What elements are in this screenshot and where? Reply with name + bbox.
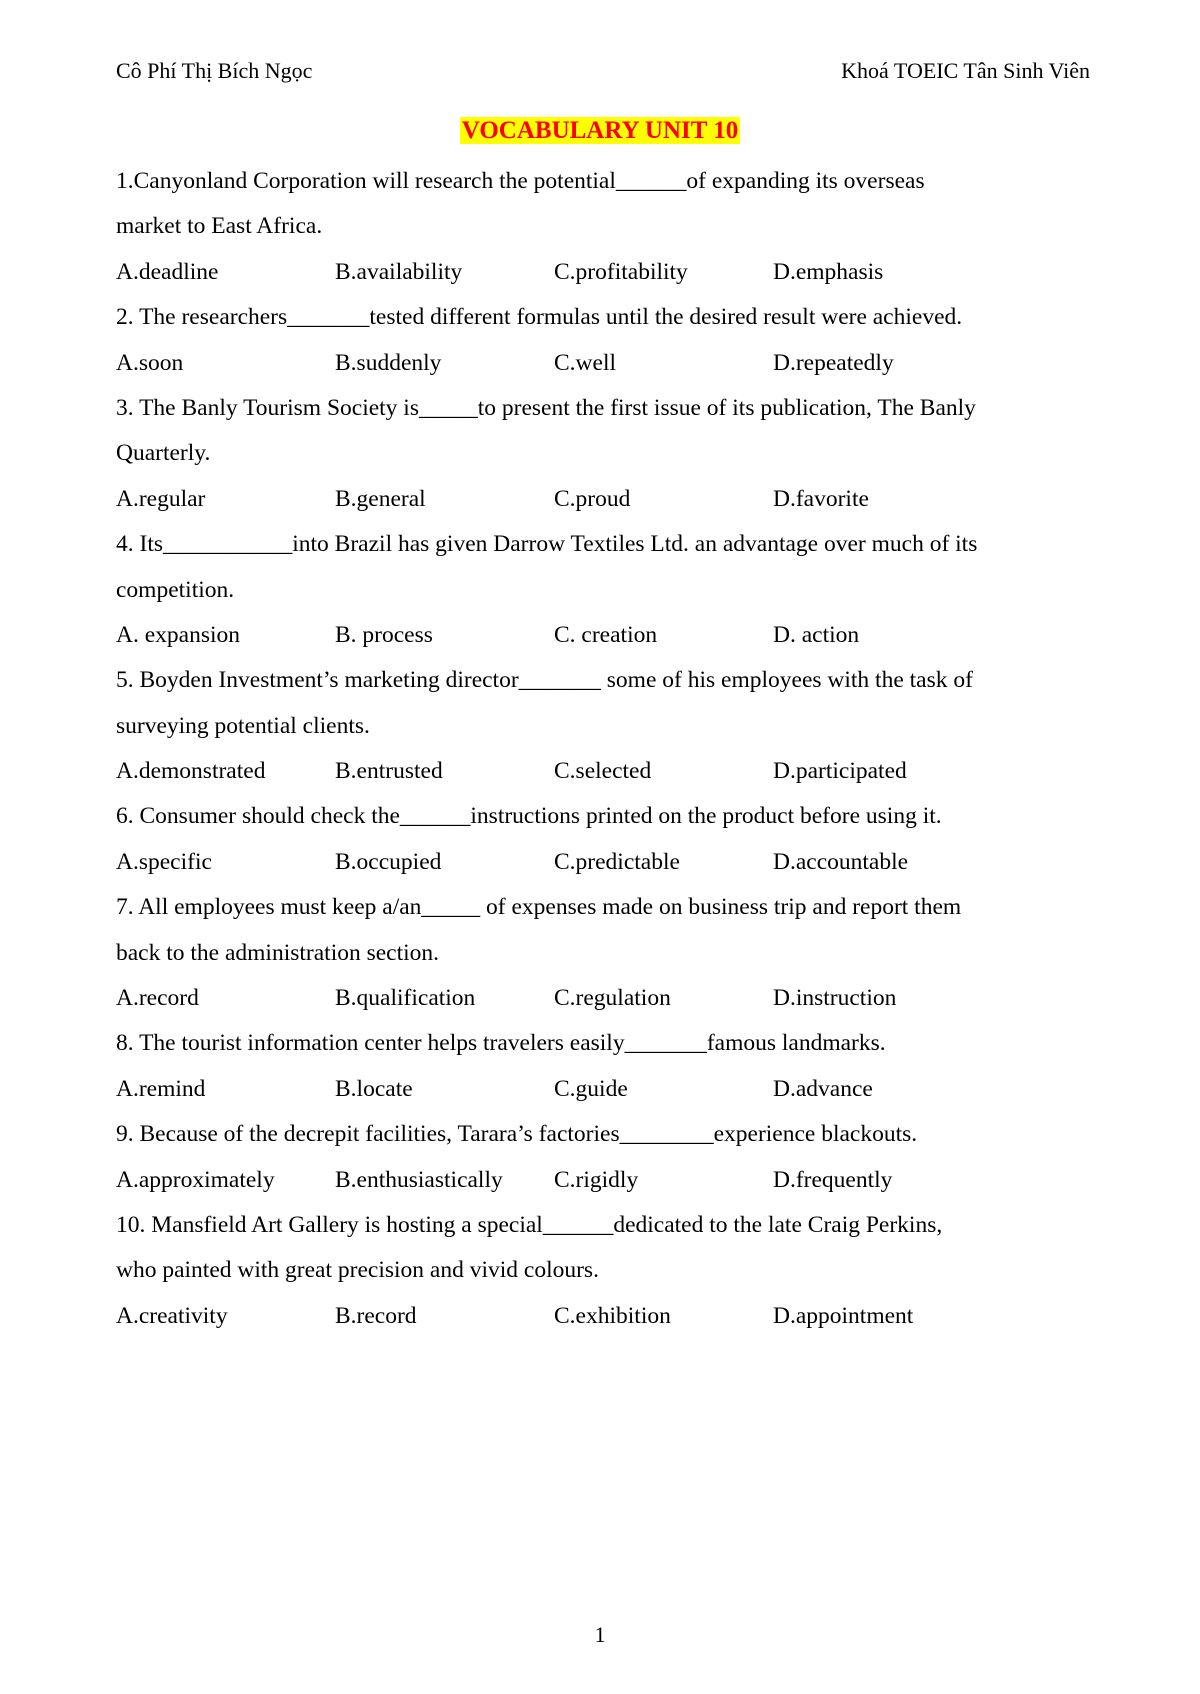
- answer-option: C.guide: [554, 1075, 628, 1102]
- question-text-line: market to East Africa.: [116, 213, 323, 240]
- question-text-line: 7. All employees must keep a/an_____ of expenses made on business trip and report them: [116, 894, 962, 921]
- answer-option: D. action: [773, 621, 860, 648]
- answer-options: [116, 617, 1088, 662]
- header-teacher-name: Cô Phí Thị Bích Ngọc: [116, 58, 313, 83]
- answer-option: C.predictable: [554, 848, 680, 875]
- question-item: [116, 889, 1088, 1025]
- question-item: [116, 163, 1088, 299]
- answer-option: B.occupied: [335, 848, 442, 875]
- answer-options: [116, 1162, 1088, 1207]
- answer-options: [116, 1071, 1088, 1116]
- answer-option: D.frequently: [773, 1166, 893, 1193]
- question-text-line: 8. The tourist information center helps travelers easily_______famous landmarks.: [116, 1030, 886, 1057]
- answer-option: C.proud: [554, 485, 631, 512]
- answer-option: C.selected: [554, 758, 652, 785]
- question-item: [116, 390, 1088, 526]
- answer-options: [116, 844, 1088, 889]
- question-item: [116, 526, 1088, 662]
- question-text-line: back to the administration section.: [116, 939, 440, 966]
- answer-option: B.enthusiastically: [335, 1166, 503, 1193]
- answer-option: D.repeatedly: [773, 349, 894, 376]
- answer-option: A.record: [116, 985, 199, 1012]
- answer-option: B.entrusted: [335, 758, 443, 785]
- question-item: [116, 1116, 1088, 1207]
- answer-option: D.favorite: [773, 485, 869, 512]
- answer-options: [116, 753, 1088, 798]
- answer-option: D.appointment: [773, 1302, 914, 1329]
- answer-option: D.advance: [773, 1075, 873, 1102]
- answer-options: [116, 980, 1088, 1025]
- answer-option: B. process: [335, 621, 433, 648]
- answer-option: A.creativity: [116, 1302, 228, 1329]
- answer-option: B.suddenly: [335, 349, 442, 376]
- answer-option: A.regular: [116, 485, 206, 512]
- answer-options: [116, 1298, 1088, 1343]
- answer-option: D.instruction: [773, 985, 897, 1012]
- question-text-line: 5. Boyden Investment’s marketing director_______ some of his employees with the task of: [116, 667, 973, 694]
- answer-option: C.well: [554, 349, 617, 376]
- answer-option: B.qualification: [335, 985, 476, 1012]
- question-item: [116, 1207, 1088, 1343]
- answer-option: B.availability: [335, 258, 463, 285]
- answer-option: C.profitability: [554, 258, 688, 285]
- question-text-line: 9. Because of the decrepit facilities, Tarara’s factories________experience blackouts.: [116, 1121, 918, 1148]
- answer-option: C. creation: [554, 621, 658, 648]
- answer-option: A.specific: [116, 848, 212, 875]
- answer-option: A.demonstrated: [116, 758, 266, 785]
- answer-option: B.locate: [335, 1075, 413, 1102]
- question-item: [116, 299, 1088, 390]
- page-number: 1: [594, 1622, 606, 1647]
- question-text-line: 4. Its___________into Brazil has given Darrow Textiles Ltd. an advantage over much of its: [116, 531, 978, 558]
- question-item: [116, 662, 1088, 798]
- question-text-line: 2. The researchers_______tested different formulas until the desired result were achieved.: [116, 304, 963, 331]
- answer-option: A.remind: [116, 1075, 206, 1102]
- answer-option: D.emphasis: [773, 258, 884, 285]
- title-container: [0, 114, 1200, 148]
- answer-option: D.participated: [773, 758, 907, 785]
- page-title: VOCABULARY UNIT 10: [461, 117, 739, 144]
- question-list: [116, 163, 1088, 1343]
- answer-options: [116, 481, 1088, 526]
- question-text-line: Quarterly.: [116, 440, 211, 467]
- answer-option: D.accountable: [773, 848, 909, 875]
- header-course-name: Khoá TOEIC Tân Sinh Viên: [841, 58, 1090, 83]
- answer-option: B.general: [335, 485, 426, 512]
- answer-option: C.rigidly: [554, 1166, 639, 1193]
- question-text-line: 10. Mansfield Art Gallery is hosting a special______dedicated to the late Craig Perkins,: [116, 1211, 943, 1238]
- question-text-line: 3. The Banly Tourism Society is_____to present the first issue of its publication, The Banly: [116, 394, 976, 421]
- question-text-line: 1.Canyonland Corporation will research the potential______of expanding its overseas: [116, 168, 925, 194]
- question-item: [116, 798, 1088, 889]
- answer-options: [116, 345, 1088, 390]
- answer-option: C.regulation: [554, 985, 671, 1012]
- question-text-line: who painted with great precision and vivid colours.: [116, 1257, 599, 1284]
- answer-option: A. expansion: [116, 621, 241, 648]
- answer-option: C.exhibition: [554, 1302, 671, 1329]
- answer-option: B.record: [335, 1302, 417, 1329]
- question-text-line: 6. Consumer should check the______instructions printed on the product before using it.: [116, 803, 942, 830]
- answer-option: A.deadline: [116, 258, 219, 285]
- question-item: [116, 1025, 1088, 1116]
- question-text-line: surveying potential clients.: [116, 712, 370, 739]
- answer-option: A.approximately: [116, 1166, 275, 1193]
- answer-options: [116, 254, 1088, 299]
- answer-option: A.soon: [116, 349, 184, 376]
- question-text-line: competition.: [116, 576, 235, 603]
